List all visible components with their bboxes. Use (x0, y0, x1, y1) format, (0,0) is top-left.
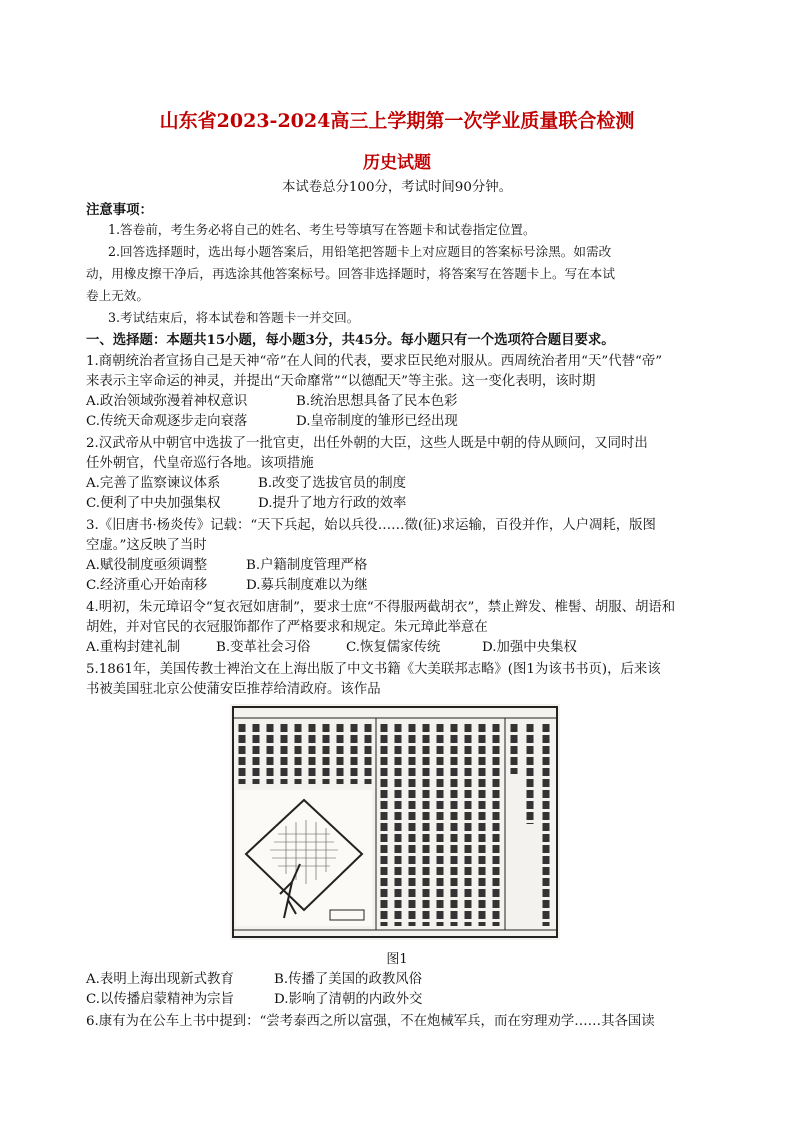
notice-line: 3.考试结束后，将本试卷和答题卡一并交回。 (108, 310, 360, 325)
question-stem: 任外朝官，代皇帝巡行各地。该项措施 (86, 456, 314, 471)
book-page-image (230, 704, 560, 940)
option-row (86, 638, 706, 658)
option: C.以传播启蒙精神为宗旨 (86, 992, 234, 1007)
option: A.政治领域弥漫着神权意识 (86, 394, 248, 409)
option-row (86, 412, 706, 432)
question-stem: 1.商朝统治者宣扬自己是天神“帝”在人间的代表，要求臣民绝对服从。西周统治者用“天”代替“帝” (86, 354, 663, 369)
question-stem: 3.《旧唐书·杨炎传》记载：“天下兵起，始以兵役……徵(征)求运输，百役并作，人户凋耗，版图 (86, 518, 656, 533)
option-row (86, 474, 706, 494)
option-row (86, 970, 706, 990)
option-row (86, 494, 706, 514)
question-stem: 来表示主宰命运的神灵，并提出“天命靡常”“以德配天”等主张。这一变化表明，该时期 (86, 374, 596, 389)
option-row (86, 556, 706, 576)
option: A.赋役制度亟须调整 (86, 558, 208, 573)
notice-line: 2.回答选择题时，选出每小题答案后，用铅笔把答题卡上对应题目的答案标号涂黑。如需改 (108, 244, 612, 259)
option: B.统治思想具备了民本色彩 (296, 394, 458, 409)
option-row (86, 990, 706, 1010)
notice-line: 动，用橡皮擦干净后，再选涂其他答案标号。回答非选择题时，将答案写在答题卡上。写在本试 (86, 266, 615, 281)
section-heading: 一、选择题：本题共15小题，每小题3分，共45分。每小题只有一个选项符合题目要求。 (86, 332, 615, 348)
question-stem: 书被美国驻北京公使蒲安臣推荐给清政府。该作品 (86, 682, 381, 697)
option: B.变革社会习俗 (216, 640, 311, 655)
option: D.提升了地方行政的效率 (258, 496, 407, 511)
option: D.加强中央集权 (482, 640, 577, 655)
notice-line: 卷上无效。 (86, 288, 149, 303)
notice-line: 1.答卷前，考生务必将自己的姓名、考生号等填写在答题卡和试卷指定位置。 (108, 222, 536, 237)
figure-caption: 图1 (386, 952, 408, 967)
option: A.表明上海出现新式教育 (86, 972, 234, 987)
page-subtitle: 历史试题 (363, 153, 431, 173)
option: C.恢复儒家传统 (346, 640, 441, 655)
question-stem: 胡姓，并对官民的衣冠服饰都作了严格要求和规定。朱元璋此举意在 (86, 620, 488, 635)
option: C.传统天命观逐步走向衰落 (86, 414, 248, 429)
option: B.改变了选拔官员的制度 (258, 476, 407, 491)
option: D.皇帝制度的雏形已经出现 (296, 414, 458, 429)
option: B.户籍制度管理严格 (246, 558, 368, 573)
question-stem: 6.康有为在公车上书中提到：“尝考泰西之所以富强，不在炮械军兵，而在穷理劝学……其各国读 (86, 1014, 655, 1029)
option: C.经济重心开始南移 (86, 578, 208, 593)
question-stem: 2.汉武帝从中朝官中选拔了一批官吏，出任外朝的大臣，这些人既是中朝的侍从顾问，又同时出 (86, 436, 648, 451)
option: D.募兵制度难以为继 (246, 578, 368, 593)
question-stem: 4.明初，朱元璋诏令“复衣冠如唐制”，要求士庶“不得服两截胡衣”，禁止辫发、椎髻、胡服、胡语和 (86, 600, 676, 615)
question-stem: 空虚。”这反映了当时 (86, 538, 207, 553)
notice-heading: 注意事项： (86, 202, 153, 218)
option: C.便利了中央加强集权 (86, 496, 221, 511)
option: D.影响了清朝的内政外交 (274, 992, 423, 1007)
page-title: 山东省2023-2024高三上学期第一次学业质量联合检测 (159, 110, 635, 132)
option-row (86, 576, 706, 596)
option: A.重构封建礼制 (86, 640, 181, 655)
option: A.完善了监察谏议体系 (86, 476, 221, 491)
map-illustration (236, 790, 372, 926)
option-row (86, 392, 706, 412)
option: B.传播了美国的政教风俗 (274, 972, 423, 987)
exam-info: 本试卷总分100分，考试时间90分钟。 (281, 180, 513, 195)
question-stem: 5.1861年，美国传教士裨治文在上海出版了中文书籍《大美联邦志略》(图1为该书书页)，后来该 (86, 662, 661, 677)
